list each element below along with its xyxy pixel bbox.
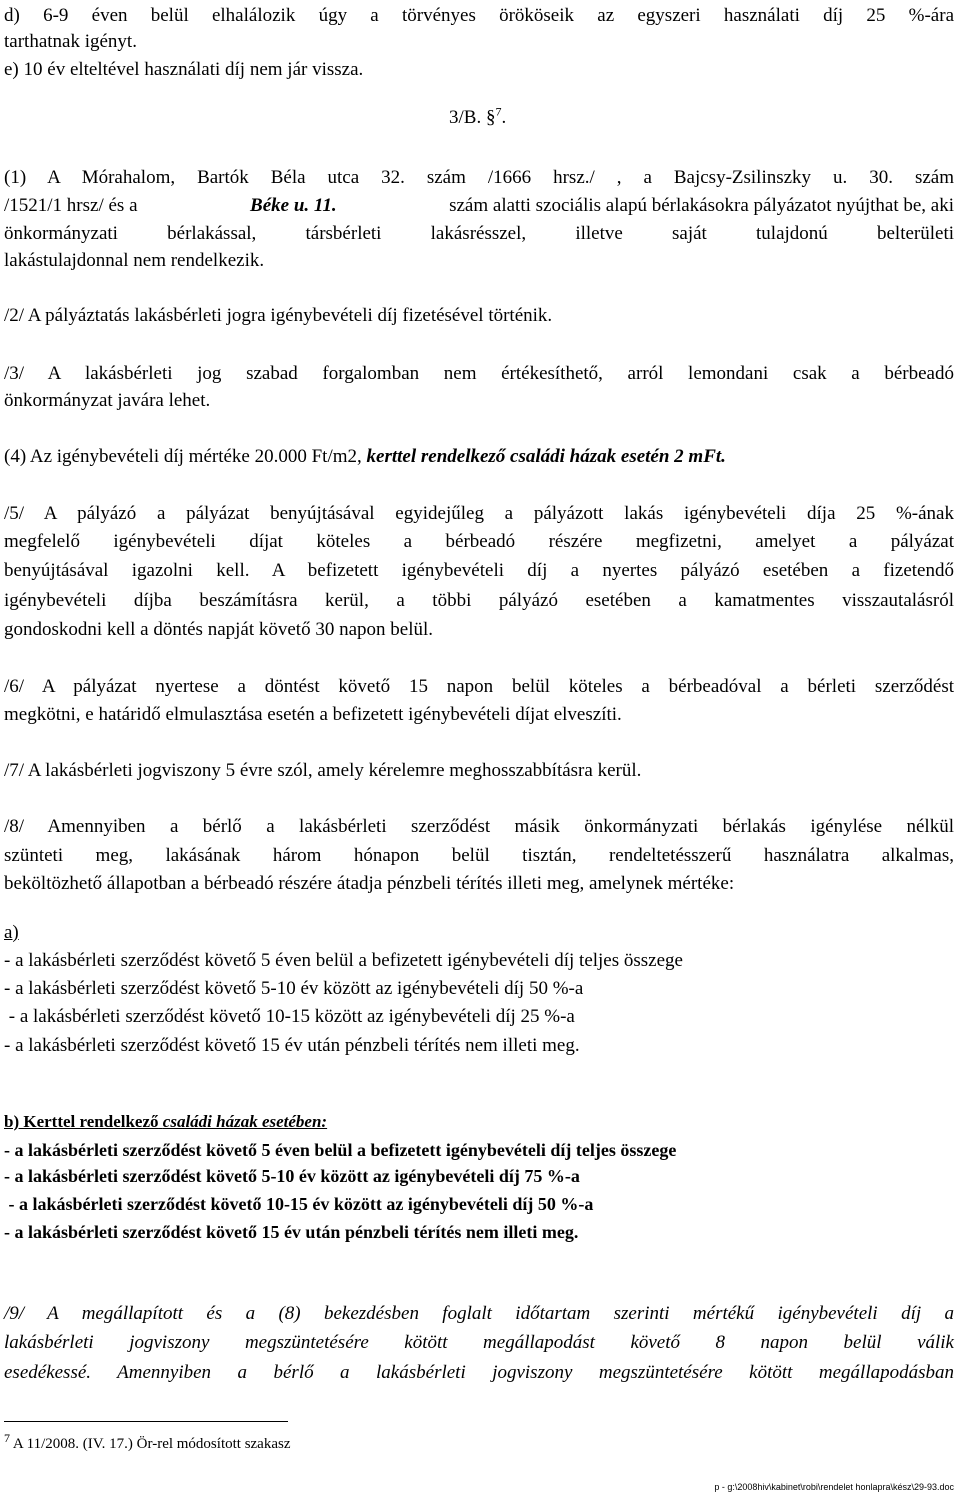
list-item: - a lakásbérleti szerződést követő 5 éven belül a befizetett igénybevételi díj teljes összege	[4, 1140, 677, 1160]
list-item: - a lakásbérleti szerződést követő 15 év után pénzbeli térítés nem illeti meg.	[4, 1035, 580, 1056]
footnote: $^7$ A 11/2008. (IV. 17.) Ör-rel módosított szakasz	[4, 1431, 291, 1452]
list-item: - a lakásbérleti szerződést követő 5-10 év között az igénybevételi díj 75 %-a	[4, 1166, 580, 1186]
list-item: - a lakásbérleti szerződést követő 10-15 között az igénybevételi díj 25 %-a	[4, 1006, 575, 1027]
paragraph-3-line: önkormányzat javára lehet.	[4, 390, 211, 411]
paragraph-6-line: megkötni, e határidő elmulasztása esetén a befizetett igénybevételi díjat elveszíti.	[4, 704, 622, 725]
list-item: - a lakásbérleti szerződést követő 5 éven belül a befizetett igénybevételi díj teljes összege	[4, 950, 683, 971]
paragraph-9-line: /9/ A megállapított és a (8) bekezdésben foglalt időtartam szerinti mértékű igénybevételi díj a	[4, 1303, 954, 1324]
paragraph-8-line: beköltözhető állapotban a bérbeadó részére átadja pénzbeli térítés illeti meg, amelynek mértéke:	[4, 873, 735, 894]
emphasis-address: Béke u. 11.	[250, 195, 337, 216]
paragraph-5-line: gondoskodni kell a döntés napját követő 30 napon belül.	[4, 619, 434, 640]
footnote-separator	[4, 1421, 288, 1422]
text-line: e) 10 év elteltével használati díj nem jár vissza.	[4, 59, 364, 80]
list-item: - a lakásbérleti szerződést követő 10-15 év között az igénybevételi díj 50 %-a	[4, 1194, 594, 1214]
list-a-heading: a)	[4, 922, 19, 943]
paragraph-8-line: szünteti meg, lakásának három hónapon belül tisztán, rendeltetésszerű használatra alkalmas,	[4, 845, 954, 866]
paragraph-1-line: lakástulajdonnal nem rendelkezik.	[4, 250, 265, 271]
paragraph-9-line: esedékessé. Amennyiben a bérlő a lakásbérleti jogviszony megszüntetésére kötött megállapodásban	[4, 1362, 954, 1383]
list-item: - a lakásbérleti szerződést követő 15 év után pénzbeli térítés nem illeti meg.	[4, 1222, 579, 1242]
text-line: d) 6-9 éven belül elhalálozik úgy a törvényes örököseik az egyszeri használati díj 25 %-ára	[4, 5, 954, 26]
list-b-heading: b) Kerttel rendelkező családi házak esetében:	[4, 1112, 328, 1131]
paragraph-7: /7/ A lakásbérleti jogviszony 5 évre szól, amely kérelemre meghosszabbításra kerül.	[4, 760, 642, 781]
paragraph-5-line: /5/ A pályázó a pályázat benyújtásával egyidejűleg a pályázott lakás igénybevételi díja 25 %-ának	[4, 503, 954, 524]
footnote-ref: 7	[495, 104, 502, 119]
paragraph-6-line: /6/ A pályázat nyertese a döntést követő 15 napon belül köteles a bérbeadóval a bérleti szerződést	[4, 676, 954, 697]
paragraph-3-line: /3/ A lakásbérleti jog szabad forgalomban nem értékesíthető, arról lemondani csak a bérbeadó	[4, 363, 954, 384]
paragraph-5-line: benyújtásával igazolni kell. A befizetett igénybevételi díj a nyertes pályázó esetében a fizetendő	[4, 560, 954, 581]
paragraph-1-line: (1) A Mórahalom, Bartók Béla utca 32. szám /1666 hrsz./ , a Bajcsy-Zsilinszky u. 30. szám	[4, 167, 954, 188]
paragraph-5-line: megfelelő igénybevételi díjat köteles a bérbeadó részére megfizetni, amelyet a pályázat	[4, 531, 954, 552]
footer-file-path: p - g:\2008hiv\kabinet\robi\rendelet honlapra\kész\29-93.doc	[714, 1482, 954, 1492]
paragraph-8-line: /8/ Amennyiben a bérlő a lakásbérleti szerződést másik önkormányzati bérlakás igénylése nélkül	[4, 816, 954, 837]
paragraph-1-line: /1521/1 hrsz/ és a Béke u. 11. szám alatti szociális alapú bérlakásokra pályázatot nyújthat be, aki	[4, 195, 954, 216]
list-item: - a lakásbérleti szerződést követő 5-10 év között az igénybevételi díj 50 %-a	[4, 978, 584, 999]
paragraph-2: /2/ A pályáztatás lakásbérleti jogra igénybevételi díj fizetésével történik.	[4, 305, 553, 326]
text-line: tarthatnak igényt.	[4, 31, 137, 52]
paragraph-9-line: lakásbérleti jogviszony megszüntetésére kötött megállapodást követő 8 napon belül válik	[4, 1332, 954, 1353]
emphasis-text: kerttel rendelkező családi házak esetén 2 mFt.	[366, 446, 726, 467]
paragraph-4: (4) Az igénybevételi díj mértéke 20.000 Ft/m2, kerttel rendelkező családi házak esetén 2 mFt.	[4, 446, 726, 467]
section-heading: 3/B. §$^7$.	[449, 104, 507, 128]
paragraph-1-line: önkormányzati bérlakással, társbérleti lakásrésszel, illetve saját tulajdonú belterületi	[4, 223, 954, 244]
paragraph-5-line: igénybevételi díjba beszámításra kerül, a többi pályázó esetében a kamatmentes visszautalásról	[4, 590, 954, 611]
